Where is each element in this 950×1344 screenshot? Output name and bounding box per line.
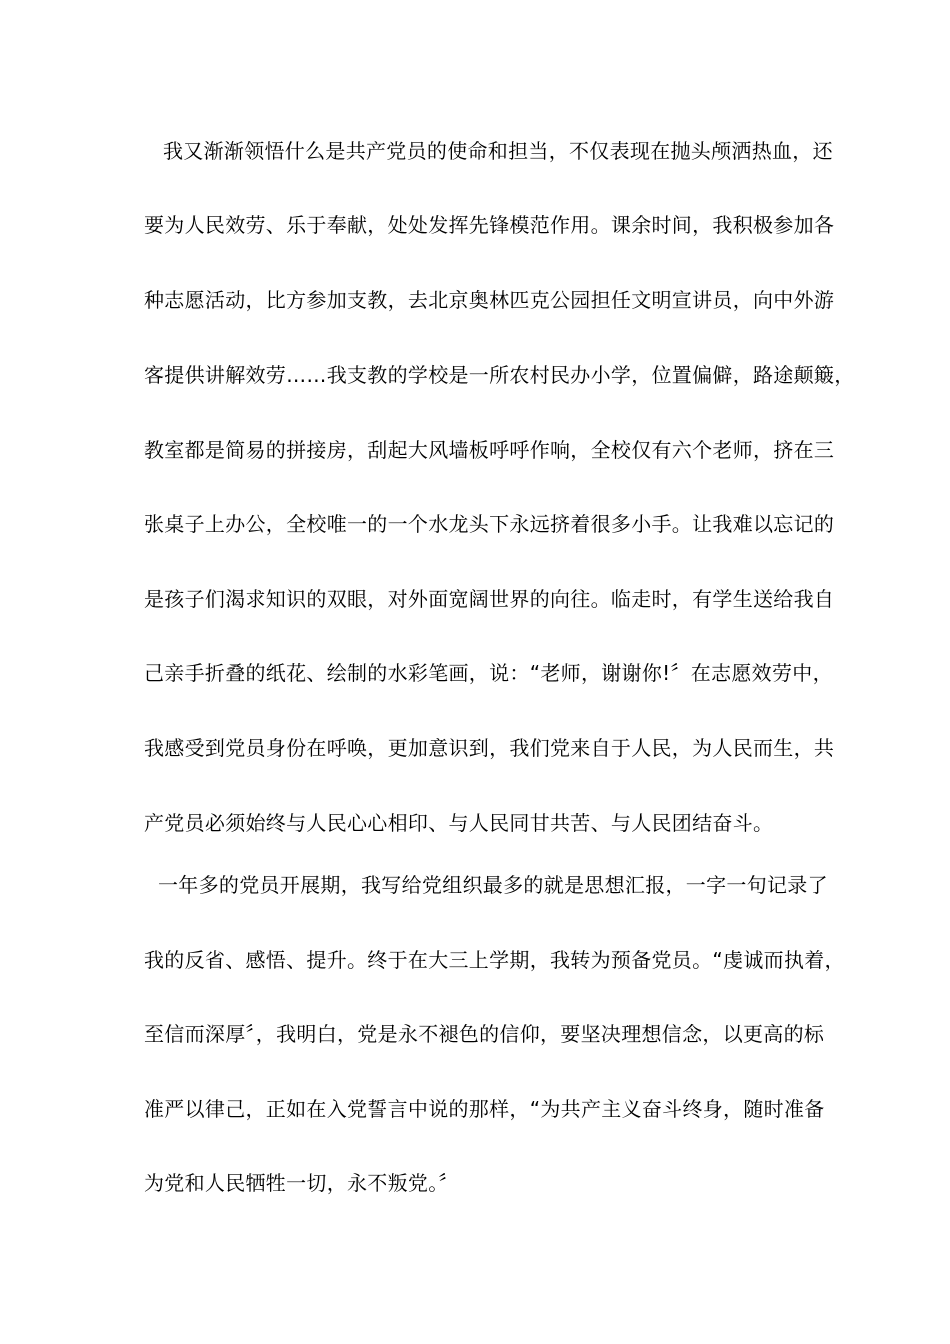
paragraph-2-line-1: 一年多的党员开展期，我写给党组织最多的就是思想汇报，一字一句记录了 [158,873,828,897]
paragraph-1-line-10: 产党员必须始终与人民心心相印、与人民同甘共苦、与人民团结奋斗。 [144,811,774,835]
paragraph-1-line-2: 要为人民效劳、乐于奉献，处处发挥先锋模范作用。课余时间，我积极参加各 [144,213,835,237]
paragraph-1-line-8: 己亲手折叠的纸花、绘制的水彩笔画，说：“老师，谢谢你!〞在志愿效劳中， [144,661,833,685]
paragraph-1-line-1: 我又渐渐领悟什么是共产党员的使命和担当，不仅表现在抛头颅洒热血，还 [163,139,833,163]
paragraph-2-line-5: 为党和人民牺牲一切，永不叛党。〞 [144,1171,459,1195]
paragraph-1-line-7: 是孩子们渴求知识的双眼，对外面宽阔世界的向往。临走时，有学生送给我自 [144,587,835,611]
paragraph-1-line-5: 教室都是简易的拼接房，刮起大风墙板呼呼作响，全校仅有六个老师，挤在三 [144,438,835,462]
paragraph-1-line-6: 张桌子上办公，全校唯一的一个水龙头下永远挤着很多小手。让我难以忘记的 [144,512,835,536]
paragraph-1-line-4: 客提供讲解效劳……我支教的学校是一所农村民办小学，位置偏僻，路途颠簸， [144,363,855,387]
paragraph-2-line-4: 准严以律己，正如在入党誓言中说的那样，“为共产主义奋斗终身，随时准备 [144,1097,825,1121]
paragraph-2-line-3: 至信而深厚〞，我明白，党是永不褪色的信仰，要坚决理想信念，以更高的标 [144,1022,825,1046]
paragraph-1-line-9: 我感受到党员身份在呼唤，更加意识到，我们党来自于人民，为人民而生，共 [144,736,835,760]
paragraph-2-line-2: 我的反省、感悟、提升。终于在大三上学期，我转为预备党员。“虔诚而执着， [144,948,845,972]
paragraph-1-line-3: 种志愿活动，比方参加支教，去北京奥林匹克公园担任文明宣讲员，向中外游 [144,288,835,312]
